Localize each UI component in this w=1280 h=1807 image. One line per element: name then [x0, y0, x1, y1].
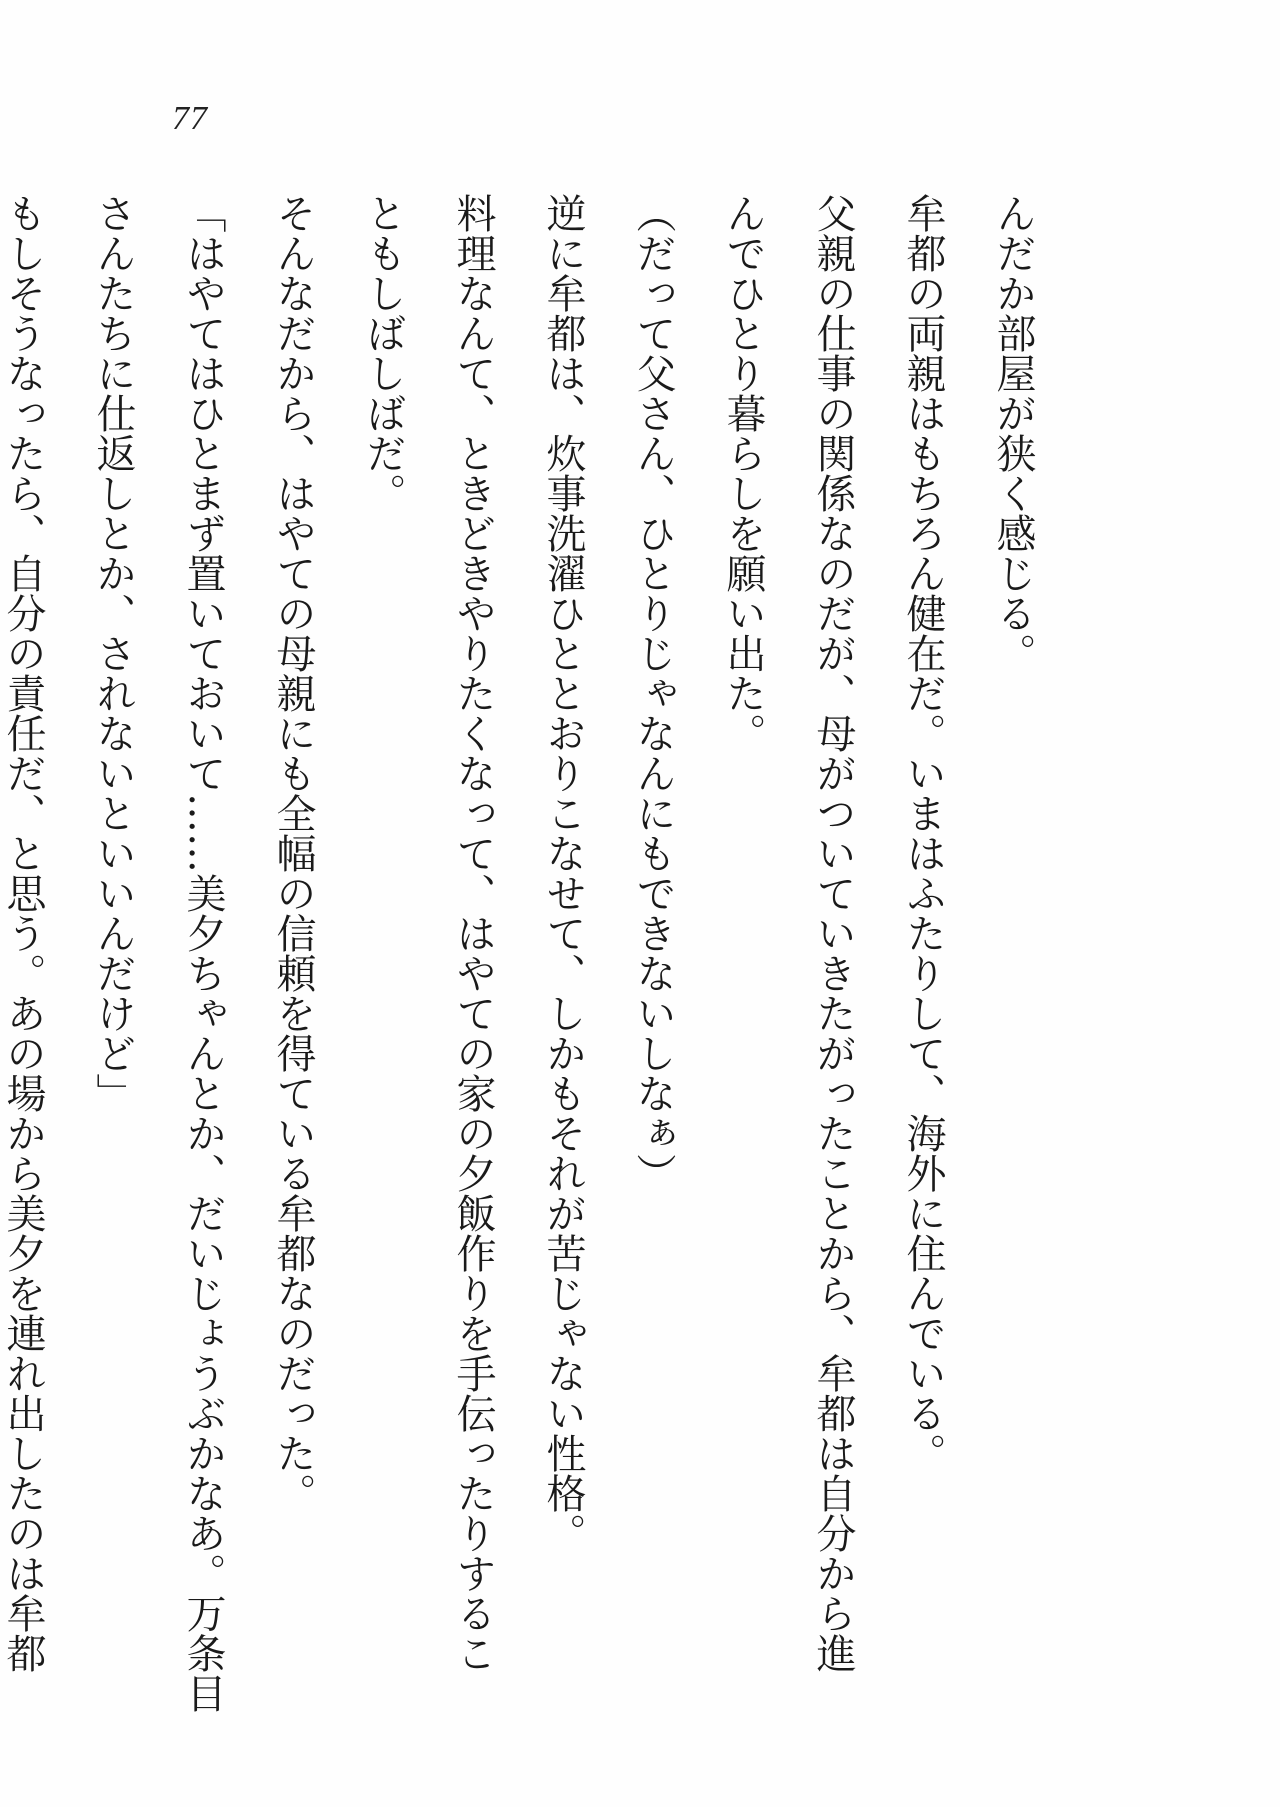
text-line: んでひとり暮らしを願い出た。 — [720, 193, 766, 753]
text-line: んだか部屋が狭く感じる。 — [990, 193, 1036, 673]
text-line: 牟都の両親はもちろん健在だ。いまはふたりして、海外に住んでいる。 — [900, 193, 946, 1473]
text-line: 逆に牟都は、炊事洗濯ひととおりこなせて、しかもそれが苦じゃない性格。 — [540, 193, 586, 1553]
text-line: 料理なんて、ときどきやりたくなって、はやての家の夕飯作りを手伝ったりするこ — [450, 193, 496, 1673]
vertical-text-body — [0, 193, 1058, 1713]
text-line: さんたちに仕返しとか、されないといいんだけど」 — [90, 193, 136, 1113]
text-line: （だって父さん、ひとりじゃなんにもできないしなぁ） — [630, 193, 676, 1193]
text-line: もしそうなったら、自分の責任だ、と思う。あの場から美夕を連れ出したのは牟都 — [0, 193, 46, 1673]
text-line: ともしばしばだ。 — [360, 193, 406, 513]
page-number: 77 — [172, 100, 208, 137]
text-line: そんなだから、はやての母親にも全幅の信頼を得ている牟都なのだった。 — [270, 193, 316, 1513]
text-line: 「はやてはひとまず置いておいて……美夕ちゃんとか、だいじょうぶかなあ。万条目 — [180, 193, 226, 1713]
text-line: 父親の仕事の関係なのだが、母がついていきたがったことから、牟都は自分から進 — [810, 193, 856, 1673]
